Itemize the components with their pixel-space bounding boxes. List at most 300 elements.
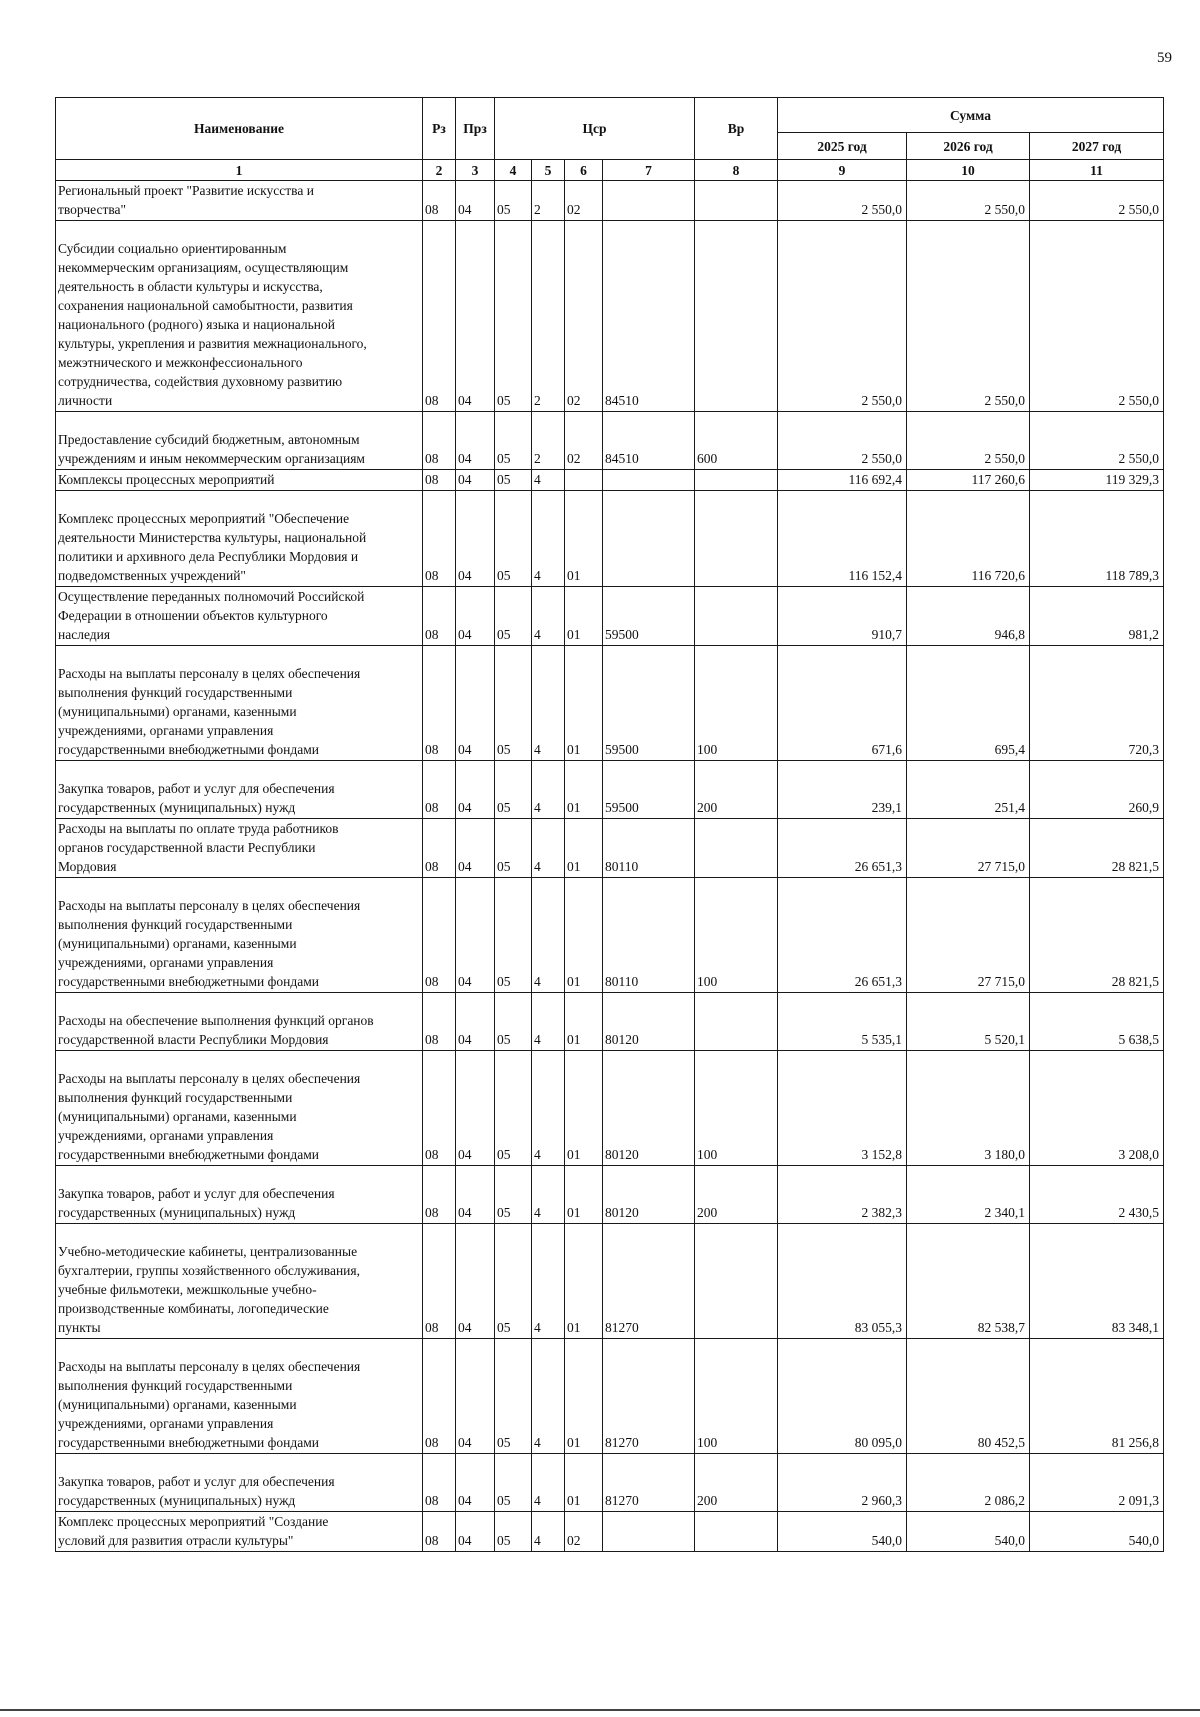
- col-number: 2: [423, 160, 456, 181]
- csr-part-7: 80120: [603, 993, 695, 1051]
- table-row: [56, 646, 1164, 761]
- csr-part-5: 4: [532, 993, 565, 1051]
- csr-part-7: 80120: [603, 1051, 695, 1166]
- vr-cell: 100: [695, 646, 778, 761]
- row-name-line: Расходы на выплаты персоналу в целях обеспечения: [58, 1071, 361, 1086]
- csr-part-6: 01: [565, 1166, 603, 1224]
- csr-part-4: 05: [495, 1454, 532, 1512]
- row-name-line: Региональный проект "Развитие искусства и: [58, 183, 314, 198]
- row-name-line: личности: [58, 393, 113, 408]
- csr-part-5: 2: [532, 221, 565, 412]
- col-number: 9: [778, 160, 907, 181]
- row-name-line: (муниципальными) органами, казенными: [58, 704, 297, 719]
- row-name-cell: [56, 878, 423, 993]
- csr-part-6: 01: [565, 1051, 603, 1166]
- prz-cell: 04: [456, 1454, 495, 1512]
- row-name-cell: [56, 993, 423, 1051]
- csr-part-6: 01: [565, 1454, 603, 1512]
- table-row: [56, 1166, 1164, 1224]
- csr-part-7: 59500: [603, 646, 695, 761]
- row-name-line: органов государственной власти Республики: [58, 840, 316, 855]
- csr-part-7: 81270: [603, 1454, 695, 1512]
- csr-part-4: 05: [495, 819, 532, 878]
- prz-cell: 04: [456, 412, 495, 470]
- csr-part-5: 4: [532, 878, 565, 993]
- amount-2025: 540,0: [778, 1512, 907, 1552]
- amount-2026: 3 180,0: [907, 1051, 1030, 1166]
- row-name-line: подведомственных учреждений": [58, 568, 246, 583]
- csr-part-7: 81270: [603, 1224, 695, 1339]
- prz-cell: 04: [456, 587, 495, 646]
- header-year-2026: 2026 год: [907, 133, 1030, 160]
- row-name-line: государственными внебюджетными фондами: [58, 1147, 320, 1162]
- prz-cell: 04: [456, 1224, 495, 1339]
- row-name-cell: [56, 1339, 423, 1454]
- amount-2027: 5 638,5: [1030, 993, 1164, 1051]
- row-name-cell: [56, 1051, 423, 1166]
- row-name-line: (муниципальными) органами, казенными: [58, 1109, 297, 1124]
- row-name-line: Предоставление субсидий бюджетным, автономным: [58, 432, 360, 447]
- csr-part-6: 01: [565, 761, 603, 819]
- amount-2026: 251,4: [907, 761, 1030, 819]
- csr-part-5: 4: [532, 1454, 565, 1512]
- row-name-line: выполнения функций государственными: [58, 685, 293, 700]
- row-name-line: Расходы на обеспечение выполнения функций органов: [58, 1013, 374, 1028]
- row-spacer: [58, 1339, 419, 1357]
- rz-cell: 08: [423, 1051, 456, 1166]
- prz-cell: 04: [456, 819, 495, 878]
- rz-cell: 08: [423, 181, 456, 221]
- amount-2025: 83 055,3: [778, 1224, 907, 1339]
- table-row: [56, 993, 1164, 1051]
- row-name-line: Расходы на выплаты персоналу в целях обеспечения: [58, 1359, 361, 1374]
- page-number: 59: [1157, 50, 1172, 66]
- row-name-line: государственных (муниципальных) нужд: [58, 1205, 296, 1220]
- csr-part-5: 4: [532, 761, 565, 819]
- amount-2027: 28 821,5: [1030, 878, 1164, 993]
- col-number: 1: [56, 160, 423, 181]
- amount-2025: 2 960,3: [778, 1454, 907, 1512]
- row-name-line: государственных (муниципальных) нужд: [58, 800, 296, 815]
- table-row: [56, 878, 1164, 993]
- csr-part-4: 05: [495, 587, 532, 646]
- vr-cell: [695, 181, 778, 221]
- header-vr: Вр: [695, 98, 778, 160]
- csr-part-7: 80110: [603, 878, 695, 993]
- csr-part-4: 05: [495, 1224, 532, 1339]
- header-year-2027: 2027 год: [1030, 133, 1164, 160]
- row-name-line: Учебно-методические кабинеты, централизованные: [58, 1244, 358, 1259]
- row-name-line: выполнения функций государственными: [58, 1090, 293, 1105]
- col-number: 11: [1030, 160, 1164, 181]
- col-number: 8: [695, 160, 778, 181]
- row-name-line: Расходы на выплаты персоналу в целях обеспечения: [58, 898, 361, 913]
- amount-2027: 3 208,0: [1030, 1051, 1164, 1166]
- csr-part-4: 05: [495, 1339, 532, 1454]
- row-spacer: [58, 761, 419, 779]
- amount-2026: 946,8: [907, 587, 1030, 646]
- row-name-cell: [56, 1224, 423, 1339]
- csr-part-6: 01: [565, 819, 603, 878]
- rz-cell: 08: [423, 1454, 456, 1512]
- amount-2026: 2 550,0: [907, 221, 1030, 412]
- row-name-line: Осуществление переданных полномочий Российской: [58, 589, 365, 604]
- vr-cell: 200: [695, 761, 778, 819]
- rz-cell: 08: [423, 993, 456, 1051]
- csr-part-4: 05: [495, 878, 532, 993]
- csr-part-7: 59500: [603, 761, 695, 819]
- amount-2026: 2 086,2: [907, 1454, 1030, 1512]
- table-row: [56, 470, 1164, 491]
- row-name-line: Закупка товаров, работ и услуг для обеспечения: [58, 1474, 335, 1489]
- amount-2026: 2 340,1: [907, 1166, 1030, 1224]
- row-name-line: пункты: [58, 1320, 101, 1335]
- amount-2027: 118 789,3: [1030, 491, 1164, 587]
- csr-part-5: 4: [532, 1339, 565, 1454]
- col-number: 4: [495, 160, 532, 181]
- csr-part-6: 01: [565, 993, 603, 1051]
- prz-cell: 04: [456, 993, 495, 1051]
- prz-cell: 04: [456, 761, 495, 819]
- row-name-cell: [56, 646, 423, 761]
- row-spacer: [58, 878, 419, 896]
- col-number: 3: [456, 160, 495, 181]
- row-name-line: творчества": [58, 202, 127, 217]
- csr-part-6: 02: [565, 221, 603, 412]
- rz-cell: 08: [423, 1224, 456, 1339]
- csr-part-6: 01: [565, 878, 603, 993]
- prz-cell: 04: [456, 470, 495, 491]
- amount-2025: 26 651,3: [778, 819, 907, 878]
- row-name-line: учебные фильмотеки, межшкольные учебно-: [58, 1282, 317, 1297]
- table-row: [56, 1051, 1164, 1166]
- csr-part-6: 02: [565, 412, 603, 470]
- row-name-cell: [56, 1166, 423, 1224]
- amount-2027: 981,2: [1030, 587, 1164, 646]
- csr-part-6: 01: [565, 587, 603, 646]
- amount-2025: 116 152,4: [778, 491, 907, 587]
- rz-cell: 08: [423, 819, 456, 878]
- vr-cell: 100: [695, 878, 778, 993]
- amount-2027: 2 550,0: [1030, 412, 1164, 470]
- prz-cell: 04: [456, 1339, 495, 1454]
- csr-part-4: 05: [495, 412, 532, 470]
- csr-part-6: 02: [565, 181, 603, 221]
- row-name-cell: [56, 819, 423, 878]
- row-name-cell: [56, 587, 423, 646]
- row-name-line: Закупка товаров, работ и услуг для обеспечения: [58, 1186, 335, 1201]
- rz-cell: 08: [423, 646, 456, 761]
- budget-table: [55, 97, 1164, 1552]
- amount-2025: 2 382,3: [778, 1166, 907, 1224]
- prz-cell: 04: [456, 181, 495, 221]
- table-row: [56, 412, 1164, 470]
- row-name-line: выполнения функций государственными: [58, 917, 293, 932]
- row-spacer: [58, 221, 419, 239]
- row-spacer: [58, 1224, 419, 1242]
- csr-part-4: 05: [495, 1166, 532, 1224]
- csr-part-4: 05: [495, 646, 532, 761]
- csr-part-4: 05: [495, 1512, 532, 1552]
- rz-cell: 08: [423, 491, 456, 587]
- row-name-line: некоммерческим организациям, осуществляющим: [58, 260, 349, 275]
- csr-part-5: 4: [532, 646, 565, 761]
- vr-cell: [695, 587, 778, 646]
- vr-cell: 600: [695, 412, 778, 470]
- amount-2026: 2 550,0: [907, 181, 1030, 221]
- prz-cell: 04: [456, 1051, 495, 1166]
- csr-part-6: 01: [565, 1339, 603, 1454]
- prz-cell: 04: [456, 1166, 495, 1224]
- csr-part-4: 05: [495, 221, 532, 412]
- table-body: [56, 181, 1164, 1552]
- row-name-line: культуры, укрепления и развития межнационального,: [58, 336, 367, 351]
- table-row: [56, 221, 1164, 412]
- row-name-line: учреждениями, органами управления: [58, 1416, 274, 1431]
- header-prz: Прз: [456, 98, 495, 160]
- csr-part-7: 80110: [603, 819, 695, 878]
- csr-part-7: [603, 181, 695, 221]
- rz-cell: 08: [423, 1512, 456, 1552]
- row-name-line: государственной власти Республики Мордовия: [58, 1032, 329, 1047]
- vr-cell: 100: [695, 1339, 778, 1454]
- row-name-line: сотрудничества, содействия духовному развитию: [58, 374, 343, 389]
- csr-part-5: 4: [532, 1166, 565, 1224]
- vr-cell: [695, 491, 778, 587]
- row-name-line: Федерации в отношении объектов культурного: [58, 608, 328, 623]
- csr-part-6: 02: [565, 1512, 603, 1552]
- row-name-line: выполнения функций государственными: [58, 1378, 293, 1393]
- row-name-line: учреждениями, органами управления: [58, 723, 274, 738]
- row-name-cell: [56, 1512, 423, 1552]
- table-row: [56, 491, 1164, 587]
- row-name-line: учреждениями, органами управления: [58, 955, 274, 970]
- csr-part-7: 59500: [603, 587, 695, 646]
- amount-2025: 910,7: [778, 587, 907, 646]
- amount-2026: 117 260,6: [907, 470, 1030, 491]
- rz-cell: 08: [423, 412, 456, 470]
- csr-part-7: 84510: [603, 412, 695, 470]
- csr-part-6: [565, 470, 603, 491]
- table-row: [56, 819, 1164, 878]
- row-spacer: [58, 1051, 419, 1069]
- amount-2027: 720,3: [1030, 646, 1164, 761]
- csr-part-7: 80120: [603, 1166, 695, 1224]
- row-name-line: деятельности Министерства культуры, национальной: [58, 530, 367, 545]
- col-number: 7: [603, 160, 695, 181]
- header-sum: Сумма: [778, 98, 1164, 133]
- col-number: 6: [565, 160, 603, 181]
- vr-cell: [695, 1512, 778, 1552]
- rz-cell: 08: [423, 470, 456, 491]
- row-name-line: межэтнического и межконфессионального: [58, 355, 303, 370]
- row-name-cell: [56, 470, 423, 491]
- row-name-line: Комплексы процессных мероприятий: [58, 472, 275, 487]
- header-rz: Рз: [423, 98, 456, 160]
- row-name-cell: [56, 181, 423, 221]
- vr-cell: 200: [695, 1454, 778, 1512]
- row-name-line: Закупка товаров, работ и услуг для обеспечения: [58, 781, 335, 796]
- row-name-line: Комплекс процессных мероприятий "Обеспечение: [58, 511, 350, 526]
- amount-2027: 119 329,3: [1030, 470, 1164, 491]
- row-name-cell: [56, 1454, 423, 1512]
- csr-part-4: 05: [495, 1051, 532, 1166]
- amount-2025: 80 095,0: [778, 1339, 907, 1454]
- vr-cell: 200: [695, 1166, 778, 1224]
- table-row: [56, 761, 1164, 819]
- rz-cell: 08: [423, 1166, 456, 1224]
- table-row: [56, 181, 1164, 221]
- amount-2027: 81 256,8: [1030, 1339, 1164, 1454]
- row-name-cell: [56, 761, 423, 819]
- amount-2025: 671,6: [778, 646, 907, 761]
- csr-part-7: [603, 470, 695, 491]
- amount-2026: 80 452,5: [907, 1339, 1030, 1454]
- table-row: [56, 1224, 1164, 1339]
- amount-2027: 2 550,0: [1030, 181, 1164, 221]
- amount-2027: 2 091,3: [1030, 1454, 1164, 1512]
- vr-cell: [695, 819, 778, 878]
- amount-2026: 5 520,1: [907, 993, 1030, 1051]
- header-csr: Цср: [495, 98, 695, 160]
- row-name-line: условий для развития отрасли культуры": [58, 1533, 294, 1548]
- row-name-line: производственные комбинаты, логопедические: [58, 1301, 329, 1316]
- prz-cell: 04: [456, 878, 495, 993]
- table-row: [56, 587, 1164, 646]
- amount-2025: 3 152,8: [778, 1051, 907, 1166]
- prz-cell: 04: [456, 1512, 495, 1552]
- row-name-line: Комплекс процессных мероприятий "Создание: [58, 1514, 329, 1529]
- row-name-line: Субсидии социально ориентированным: [58, 241, 287, 256]
- col-number: 5: [532, 160, 565, 181]
- row-spacer: [58, 646, 419, 664]
- row-name-line: сохранения национальной самобытности, развития: [58, 298, 353, 313]
- row-name-cell: [56, 221, 423, 412]
- csr-part-4: 05: [495, 491, 532, 587]
- csr-part-7: 81270: [603, 1339, 695, 1454]
- row-name-line: наследия: [58, 627, 111, 642]
- rz-cell: 08: [423, 1339, 456, 1454]
- vr-cell: [695, 1224, 778, 1339]
- vr-cell: [695, 470, 778, 491]
- rz-cell: 08: [423, 761, 456, 819]
- amount-2026: 82 538,7: [907, 1224, 1030, 1339]
- csr-part-7: [603, 491, 695, 587]
- column-numbers-row: [56, 160, 1164, 181]
- row-name-line: (муниципальными) органами, казенными: [58, 1397, 297, 1412]
- row-name-line: Расходы на выплаты персоналу в целях обеспечения: [58, 666, 361, 681]
- row-spacer: [58, 993, 419, 1011]
- header-name: Наименование: [56, 98, 423, 160]
- csr-part-4: 05: [495, 993, 532, 1051]
- csr-part-5: 4: [532, 1051, 565, 1166]
- csr-part-6: 01: [565, 1224, 603, 1339]
- row-spacer: [58, 1166, 419, 1184]
- amount-2025: 2 550,0: [778, 221, 907, 412]
- amount-2025: 239,1: [778, 761, 907, 819]
- amount-2027: 2 430,5: [1030, 1166, 1164, 1224]
- csr-part-4: 05: [495, 761, 532, 819]
- vr-cell: 100: [695, 1051, 778, 1166]
- csr-part-5: 4: [532, 819, 565, 878]
- amount-2027: 260,9: [1030, 761, 1164, 819]
- row-name-line: государственными внебюджетными фондами: [58, 1435, 320, 1450]
- row-spacer: [58, 491, 419, 509]
- row-name-line: Расходы на выплаты по оплате труда работников: [58, 821, 339, 836]
- row-name-cell: [56, 491, 423, 587]
- amount-2027: 28 821,5: [1030, 819, 1164, 878]
- header-year-2025: 2025 год: [778, 133, 907, 160]
- row-name-cell: [56, 412, 423, 470]
- row-name-line: учреждениям и иным некоммерческим организациям: [58, 451, 365, 466]
- table-header: [56, 98, 1164, 181]
- row-spacer: [58, 412, 419, 430]
- amount-2025: 5 535,1: [778, 993, 907, 1051]
- csr-part-5: 4: [532, 470, 565, 491]
- row-name-line: бухгалтерии, группы хозяйственного обслуживания,: [58, 1263, 360, 1278]
- amount-2027: 2 550,0: [1030, 221, 1164, 412]
- prz-cell: 04: [456, 491, 495, 587]
- rz-cell: 08: [423, 221, 456, 412]
- rz-cell: 08: [423, 878, 456, 993]
- csr-part-5: 4: [532, 1224, 565, 1339]
- amount-2026: 695,4: [907, 646, 1030, 761]
- csr-part-6: 01: [565, 646, 603, 761]
- amount-2026: 27 715,0: [907, 878, 1030, 993]
- csr-part-4: 05: [495, 181, 532, 221]
- csr-part-5: 4: [532, 491, 565, 587]
- csr-part-6: 01: [565, 491, 603, 587]
- row-name-line: деятельность в области культуры и искусства,: [58, 279, 323, 294]
- csr-part-5: 2: [532, 181, 565, 221]
- row-name-line: Мордовия: [58, 859, 117, 874]
- amount-2025: 116 692,4: [778, 470, 907, 491]
- vr-cell: [695, 993, 778, 1051]
- amount-2027: 540,0: [1030, 1512, 1164, 1552]
- row-name-line: учреждениями, органами управления: [58, 1128, 274, 1143]
- row-name-line: политики и архивного дела Республики Мордовия и: [58, 549, 359, 564]
- amount-2026: 116 720,6: [907, 491, 1030, 587]
- table-row: [56, 1512, 1164, 1552]
- row-name-line: государственными внебюджетными фондами: [58, 974, 320, 989]
- prz-cell: 04: [456, 646, 495, 761]
- amount-2025: 2 550,0: [778, 412, 907, 470]
- amount-2026: 27 715,0: [907, 819, 1030, 878]
- csr-part-5: 4: [532, 1512, 565, 1552]
- row-name-line: (муниципальными) органами, казенными: [58, 936, 297, 951]
- amount-2026: 2 550,0: [907, 412, 1030, 470]
- row-name-line: государственных (муниципальных) нужд: [58, 1493, 296, 1508]
- row-spacer: [58, 1454, 419, 1472]
- amount-2026: 540,0: [907, 1512, 1030, 1552]
- amount-2025: 2 550,0: [778, 181, 907, 221]
- row-name-line: государственными внебюджетными фондами: [58, 742, 320, 757]
- col-number: 10: [907, 160, 1030, 181]
- prz-cell: 04: [456, 221, 495, 412]
- vr-cell: [695, 221, 778, 412]
- table-row: [56, 1339, 1164, 1454]
- amount-2025: 26 651,3: [778, 878, 907, 993]
- table-row: [56, 1454, 1164, 1512]
- csr-part-5: 4: [532, 587, 565, 646]
- scan-bottom-edge: [0, 1709, 1200, 1711]
- csr-part-4: 05: [495, 470, 532, 491]
- rz-cell: 08: [423, 587, 456, 646]
- row-name-line: национального (родного) языка и национальной: [58, 317, 335, 332]
- csr-part-7: [603, 1512, 695, 1552]
- csr-part-7: 84510: [603, 221, 695, 412]
- csr-part-5: 2: [532, 412, 565, 470]
